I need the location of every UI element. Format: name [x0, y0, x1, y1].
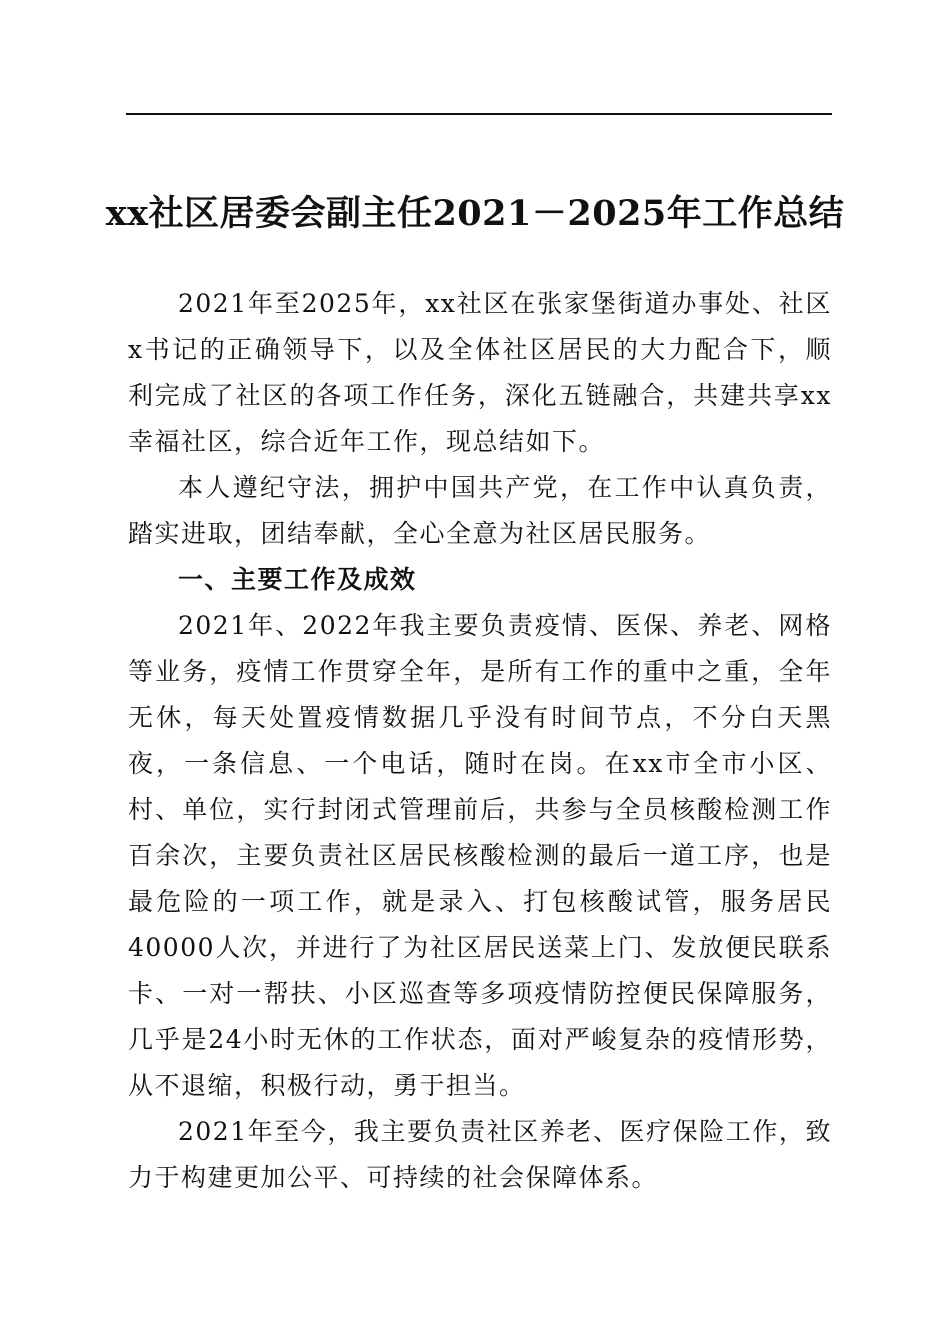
header-rule	[126, 113, 832, 115]
section-paragraph: 2021年至今，我主要负责社区养老、医疗保险工作，致力于构建更加公平、可持续的社会保障体系。	[128, 1117, 832, 1192]
document-title: xx社区居委会副主任2021－2025年工作总结	[105, 193, 845, 234]
self-statement-paragraph: 本人遵纪守法，拥护中国共产党，在工作中认真负责，踏实进取，团结奉献，全心全意为社区居民服务。	[128, 473, 832, 548]
section-heading: 一、主要工作及成效	[178, 565, 417, 594]
intro-paragraph: 2021年至2025年，xx社区在张家堡街道办事处、社区x书记的正确领导下，以及全体社区居民的大力配合下，顺利完成了社区的各项工作任务，深化五链融合，共建共享xx幸福社区，综合近年工作，现总结如下。	[128, 289, 832, 456]
section-paragraph: 2021年、2022年我主要负责疫情、医保、养老、网格等业务，疫情工作贯穿全年，是所有工作的重中之重，全年无休，每天处置疫情数据几乎没有时间节点，不分白天黑夜，一条信息、一个电话，随时在岗。在xx市全市小区、村、单位，实行封闭式管理前后，共参与全员核酸检测工作百余次，主要负责社区居民核酸检测的最后一道工序，也是最危险的一项工作，就是录入、打包核酸试管，服务居民40000人次，并进行了为社区居民送菜上门、发放便民联系卡、一对一帮扶、小区巡查等多项疫情防控便民保障服务，几乎是24小时无休的工作状态，面对严峻复杂的疫情形势，从不退缩，积极行动，勇于担当。	[128, 611, 832, 1100]
document-body	[128, 281, 832, 1201]
